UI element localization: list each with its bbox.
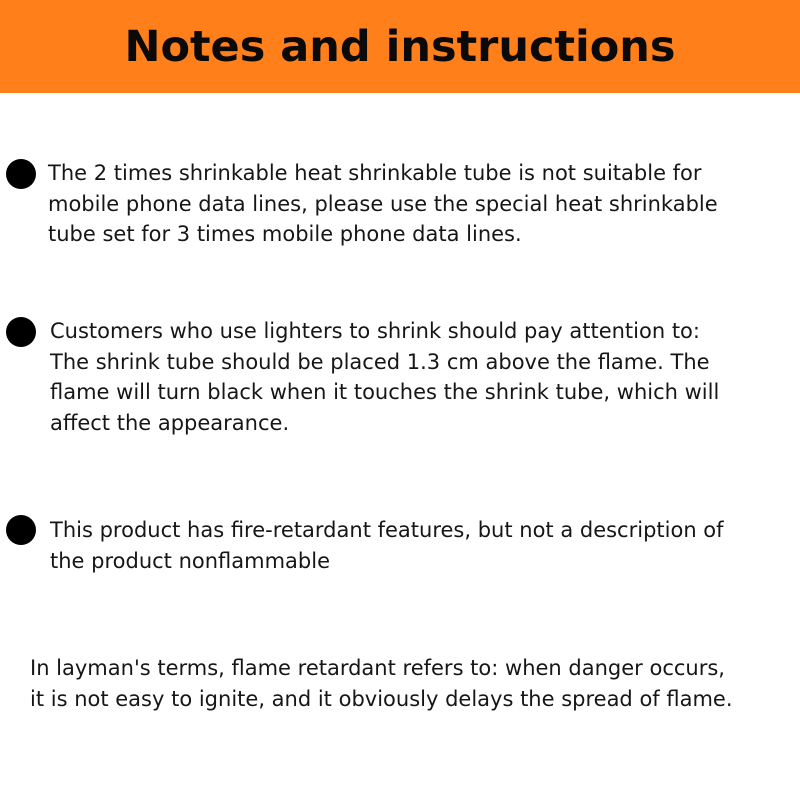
page-title: Notes and instructions xyxy=(124,21,676,72)
bullet-icon xyxy=(6,515,36,545)
note-line: flame will turn black when it touches the shrink tube, which will xyxy=(50,380,720,404)
note-text xyxy=(50,515,724,576)
header-banner xyxy=(0,0,800,93)
bullet-icon xyxy=(6,317,36,347)
bullet-icon xyxy=(6,159,36,189)
note-text xyxy=(48,158,718,250)
note-line: tube set for 3 times mobile phone data lines. xyxy=(48,222,522,246)
note-line: affect the appearance. xyxy=(50,410,290,435)
footer-note xyxy=(30,653,733,714)
note-line: The 2 times shrinkable heat shrinkable tube is not suitable for xyxy=(48,161,702,185)
note-text xyxy=(50,316,719,438)
note-line: Customers who use lighters to shrink should pay attention to: xyxy=(50,319,700,343)
note-line: the product nonflammable xyxy=(50,548,331,573)
note-line: The shrink tube should be placed 1.3 cm above the flame. The xyxy=(50,349,710,374)
footer-note-line: it is not easy to ignite, and it obviously delays the spread of flame. xyxy=(30,686,733,711)
note-line: mobile phone data lines, please use the special heat shrinkable xyxy=(48,191,718,216)
footer-note-line: In layman's terms, flame retardant refers to: when danger occurs, xyxy=(30,656,725,680)
note-line: This product has fire-retardant features, but not a description of xyxy=(50,518,724,542)
